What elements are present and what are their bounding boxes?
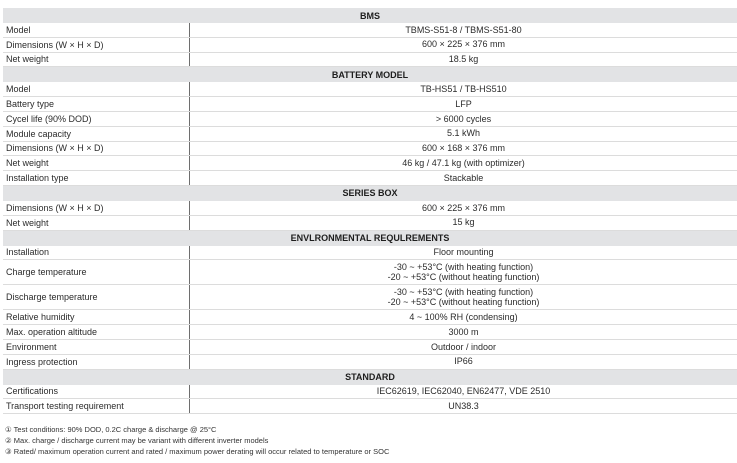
value-line: TB-HS51 / TB-HS510 [420, 84, 507, 95]
table-row [3, 355, 737, 370]
row-label: Dimensions (W × H × D) [3, 142, 190, 156]
value-line: -30 ~ +53°C (with heating function) [393, 261, 534, 272]
row-value [190, 246, 737, 260]
table-row [3, 201, 737, 216]
table-row [3, 216, 737, 231]
table-row [3, 53, 737, 68]
row-label: Net weight [3, 216, 190, 230]
footnote: ③ Rated/ maximum operation current and rated / maximum power derating will occur related to temperature or SOC [5, 447, 390, 456]
value-line: 5.1 kWh [446, 128, 480, 139]
row-value [190, 399, 737, 413]
row-label: Net weight [3, 156, 190, 170]
table-row [3, 23, 737, 38]
section-header: BMS [3, 8, 737, 23]
row-value [190, 216, 737, 230]
row-value [190, 53, 737, 67]
value-line: 4 ~ 100% RH (condensing) [409, 312, 518, 322]
value-line: -20 ~ +53°C (without heating function) [387, 297, 540, 308]
row-label: Installation type [3, 171, 190, 185]
value-line: LFP [455, 98, 472, 109]
row-value [190, 142, 737, 156]
table-row [3, 325, 737, 340]
row-value [190, 201, 737, 215]
value-line: 15 kg [452, 217, 475, 228]
row-value [190, 156, 737, 170]
footnote: ① Test conditions: 90% DOD, 0.2C charge & discharge @ 25°C [5, 425, 217, 434]
table-row [3, 399, 737, 414]
value-line: > 6000 cycles [435, 113, 492, 124]
table-row [3, 127, 737, 142]
section-header: BATTERY MODEL [3, 67, 737, 82]
value-line: 46 kg / 47.1 kg (with optimizer) [402, 158, 525, 169]
value-line: IEC62619, IEC62040, EN62477, VDE 2510 [376, 386, 551, 397]
value-line: IP66 [454, 356, 473, 367]
value-line: Stackable [443, 172, 484, 183]
row-label: Installation [3, 246, 190, 260]
table-row [3, 82, 737, 97]
table-row [3, 38, 737, 53]
row-label: Dimensions (W × H × D) [3, 38, 190, 52]
row-value [190, 82, 737, 96]
value-line: Outdoor / indoor [430, 341, 497, 352]
value-line: 600 × 225 × 376 mm [421, 39, 506, 50]
row-label: Certifications [3, 385, 190, 399]
row-value [190, 38, 737, 52]
spec-table [3, 8, 737, 414]
row-label: Relative humidity [3, 310, 190, 324]
row-label: Charge temperature [3, 260, 190, 284]
table-row [3, 156, 737, 171]
row-value [190, 285, 737, 309]
row-value [190, 112, 737, 126]
row-label: Model [3, 23, 190, 37]
row-label: Module capacity [3, 127, 190, 141]
row-value [190, 325, 737, 339]
row-value [190, 127, 737, 141]
row-value [190, 23, 737, 37]
section-header: ENVLRONMENTAL REQULREMENTS [3, 231, 737, 246]
value-line: -20 ~ +53°C (without heating function) [387, 272, 540, 283]
row-label: Battery type [3, 97, 190, 111]
table-row [3, 97, 737, 112]
table-row [3, 260, 737, 285]
table-row [3, 142, 737, 157]
row-value [190, 260, 737, 284]
table-row [3, 171, 737, 186]
row-value [190, 171, 737, 185]
table-row [3, 112, 737, 127]
row-label: Transport testing requirement [3, 399, 190, 413]
row-label: Cycel life (90% DOD) [3, 112, 190, 126]
row-label: Max. operation altitude [3, 325, 190, 339]
value-line: 600 × 225 × 376 mm [421, 202, 506, 213]
table-row [3, 285, 737, 310]
row-value [190, 97, 737, 111]
table-row [3, 246, 737, 261]
row-label: Dimensions (W × H × D) [3, 201, 190, 215]
row-label: Model [3, 82, 190, 96]
row-value [190, 310, 737, 324]
row-label: Net weight [3, 53, 190, 67]
value-line: UN38.3 [448, 400, 479, 411]
section-header: SERIES BOX [3, 186, 737, 201]
footnotes [5, 424, 389, 457]
table-row [3, 310, 737, 325]
table-row [3, 385, 737, 400]
row-value [190, 340, 737, 354]
value-line: Floor mounting [433, 247, 494, 258]
table-row [3, 340, 737, 355]
value-line: -30 ~ +53°C (with heating function) [393, 286, 534, 297]
value-line: 18.5 kg [448, 54, 479, 65]
row-label: Environment [3, 340, 190, 354]
row-label: Ingress protection [3, 355, 190, 369]
row-value [190, 385, 737, 399]
section-header: STANDARD [3, 370, 737, 385]
value-line: TBMS-S51-8 / TBMS-S51-80 [405, 24, 522, 35]
row-label: Discharge temperature [3, 285, 190, 309]
value-line: 600 × 168 × 376 mm [421, 143, 506, 154]
row-value [190, 355, 737, 369]
value-line: 3000 m [448, 326, 479, 337]
footnote: ② Max. charge / discharge current may be variant with different inverter models [5, 436, 269, 445]
